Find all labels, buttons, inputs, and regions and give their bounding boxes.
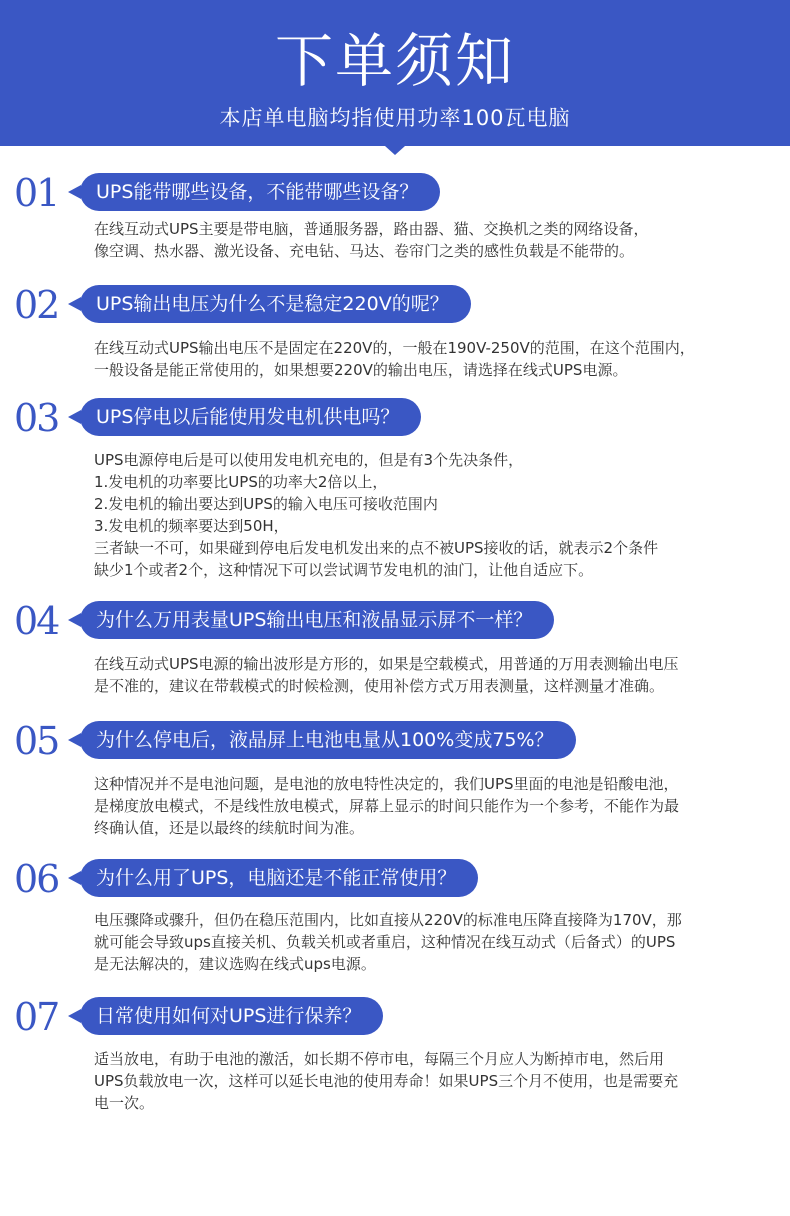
answer-line: 是梯度放电模式，不是线性放电模式，屏幕上显示的时间只能作为一个参考，不能作为最 <box>94 797 680 815</box>
answer-line: 在线互动式UPS电源的输出波形是方形的，如果是空载模式，用普通的万用表测输出电压 <box>94 655 679 673</box>
answer-line: 1.发电机的功率要比UPS的功率大2倍以上， <box>94 473 388 491</box>
faq-answer <box>94 449 764 581</box>
page-subtitle: 本店单电脑均指使用功率100瓦电脑 <box>219 106 571 130</box>
answer-line: 这种情况并不是电池问题，是电池的放电特性决定的，我们UPS里面的电池是铅酸电池， <box>94 775 679 793</box>
faq-number: 01 <box>14 171 59 215</box>
faq-question: 日常使用如何对UPS进行保养？ <box>80 997 383 1035</box>
answer-line: 像空调、热水器、激光设备、充电钻、马达、卷帘门之类的感性负载是不能带的。 <box>94 242 635 260</box>
answer-line: 终确认值，还是以最终的续航时间为准。 <box>94 819 365 837</box>
faq-answer <box>94 909 764 975</box>
faq-answer <box>94 653 764 697</box>
answer-line: UPS电源停电后是可以使用发电机充电的，但是有3个先决条件， <box>94 451 524 469</box>
answer-line: 电压骤降或骤升，但仍在稳压范围内，比如直接从220V的标准电压降直接降为170V，那 <box>94 911 682 929</box>
page-title: 下单须知 <box>274 27 515 95</box>
faq-number: 05 <box>14 719 59 763</box>
answer-line: 缺少1个或者2个，这种情况下可以尝试调节发电机的油门，让他自适应下。 <box>94 561 594 579</box>
answer-line: 一般设备是能正常使用的，如果想要220V的输出电压，请选择在线式UPS电源。 <box>94 361 628 379</box>
faq-number: 04 <box>14 599 59 643</box>
faq-answer <box>94 337 764 381</box>
faq-number: 02 <box>14 283 59 327</box>
answer-line: 是不准的，建议在带载模式的时候检测，使用补偿方式万用表测量，这样测量才准确。 <box>94 677 665 695</box>
faq-question: 为什么用了UPS，电脑还是不能正常使用？ <box>80 859 478 897</box>
faq-question: 为什么万用表量UPS输出电压和液晶显示屏不一样？ <box>80 601 554 639</box>
answer-line: 2.发电机的输出要达到UPS的输入电压可接收范围内 <box>94 495 438 513</box>
faq-answer <box>94 1048 764 1114</box>
answer-line: 3.发电机的频率要达到50H， <box>94 517 289 535</box>
faq-number: 03 <box>14 396 59 440</box>
answer-line: UPS负载放电一次，这样可以延长电池的使用寿命！如果UPS三个月不使用，也是需要充 <box>94 1072 679 1090</box>
faq-answer <box>94 218 764 262</box>
faq-question: UPS停电以后能使用发电机供电吗？ <box>80 398 421 436</box>
faq-question: UPS能带哪些设备，不能带哪些设备？ <box>80 173 440 211</box>
answer-line: 三者缺一不可，如果碰到停电后发电机发出来的点不被UPS接收的话，就表示2个条件 <box>94 539 659 557</box>
header-banner <box>0 0 790 146</box>
faq-answer <box>94 773 764 839</box>
faq-number: 07 <box>14 995 59 1039</box>
answer-line: 在线互动式UPS主要是带电脑，普通服务器，路由器、猫、交换机之类的网络设备， <box>94 220 649 238</box>
answer-line: 是无法解决的，建议选购在线式ups电源。 <box>94 955 376 973</box>
answer-line: 电一次。 <box>94 1094 155 1112</box>
faq-question: UPS输出电压为什么不是稳定220V的呢？ <box>80 285 471 323</box>
faq-question: 为什么停电后，液晶屏上电池电量从100%变成75%？ <box>80 721 576 759</box>
answer-line: 就可能会导致ups直接关机、负载关机或者重启，这种情况在线互动式（后备式）的UPS <box>94 933 676 951</box>
answer-line: 在线互动式UPS输出电压不是固定在220V的，一般在190V-250V的范围，在这个范围内， <box>94 339 695 357</box>
faq-number: 06 <box>14 857 59 901</box>
answer-line: 适当放电，有助于电池的激活，如长期不停市电，每隔三个月应人为断掉市电，然后用 <box>94 1050 665 1068</box>
